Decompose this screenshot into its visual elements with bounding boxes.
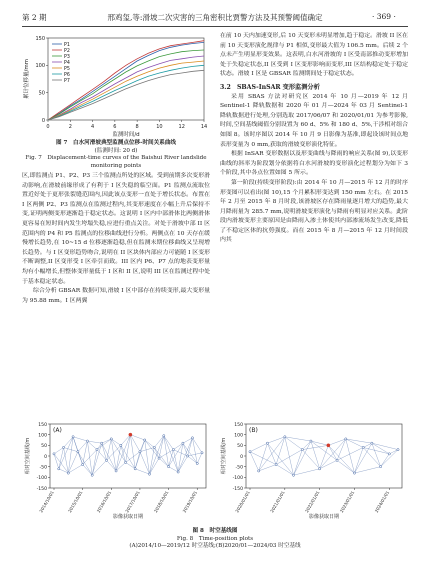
x-tick-label: 6 [113, 124, 117, 130]
acquisition-point [163, 435, 165, 437]
baseline-pair [87, 441, 92, 475]
x-tick-label: 14 [200, 124, 208, 130]
y-tick-label: 0 [41, 117, 45, 124]
baseline-pair [145, 440, 155, 447]
acquisition-point [310, 440, 312, 442]
x-tick-label: 2014/10/01 [38, 490, 55, 514]
acquisition-point [53, 453, 55, 455]
acquisition-point [148, 473, 150, 475]
baseline-pair [126, 462, 136, 468]
baseline-pair [197, 453, 202, 464]
plot-frame [246, 424, 402, 488]
x-tick-label: 2023/01/01 [338, 490, 356, 514]
baseline-pair [169, 467, 179, 472]
figure-8b [218, 418, 408, 522]
baseline-pair [159, 458, 169, 467]
x-tick-label: 2022/01/01 [304, 490, 321, 514]
baseline-pair [164, 436, 169, 467]
acquisition-point [110, 438, 112, 440]
acquisition-point [258, 470, 260, 472]
baseline-pair [250, 452, 259, 471]
header-rule [22, 26, 408, 27]
y-tick-label: 100 [35, 63, 45, 70]
acquisition-point [196, 462, 198, 464]
y-tick-label: 150 [38, 422, 47, 428]
right-paragraph-3: 根据 InSAR 变形数据以及形变曲线与降雨的响应关系(图 9),以变形曲线的斜率为阶段划分依据将白水河滑坡的变形演化过程划分为如下 3 个阶段,其中各点位置如图 5 所示。 [220, 151, 408, 177]
baseline-pair [54, 454, 59, 469]
acquisition-point [388, 453, 390, 455]
x-tick-label: 2 [68, 124, 72, 130]
y-tick-label: 150 [35, 35, 45, 42]
acquisition-point [77, 451, 79, 453]
baseline-pair [294, 450, 303, 476]
baseline-pair [173, 450, 178, 472]
acquisition-point [153, 446, 155, 448]
right-paragraph-4: 第一阶段(持续变形阶段):由 2014 年 10 月—2015 年 12 月的时序形变图可以看出(图 10),15 个月累积形变达到 150 mm 左右。在 2015 年 2 月至 2015 年 8 月时段,该滑坡区存在降雨量逐月增大的趋势,最大月降雨量为 285.7 mm,说明滑坡变形演化与降雨有明显对应关系。此阶段内滑坡变形主要原因是由降雨入渗土体使其内部渗流场发生改变,降低了不稳定区体的抗剪强度。而在 2015 年 8 月—2015 年 12 月时间段内其 [220, 179, 408, 244]
y-tick-label: 50 [38, 90, 45, 97]
fig7-caption-en-2: monitoring points [90, 162, 142, 169]
figure-7-caption [22, 140, 210, 170]
acquisition-point [319, 468, 321, 470]
legend-label-p7: P7 [64, 78, 70, 84]
baseline-pair [111, 439, 121, 445]
baseline-pair [78, 452, 92, 475]
fig7-caption-en: Fig. 7 Displacement-time curves of the Baishui River landslide [25, 155, 207, 162]
x-tick-label: 2019/10/01 [181, 490, 199, 514]
baseline-pair [107, 445, 121, 460]
acquisition-point [134, 468, 136, 470]
baseline-pair [130, 435, 135, 469]
panel-label: (A) [53, 427, 62, 434]
baseline-pair [285, 437, 294, 475]
baseline-pair [320, 439, 346, 469]
fig7-caption-cn-note: (监测时间: 20 d) [94, 147, 138, 154]
baseline-pair [259, 443, 268, 471]
figure-7 [22, 32, 210, 138]
baseline-pair [130, 435, 144, 440]
fig8-caption-sub: (A)2014/10—2019/12 时空基线;(B)2020/01—2024/03 时空基线 [129, 543, 301, 550]
baseline-pair [64, 447, 69, 473]
y-tick-label: -150 [232, 486, 243, 492]
acquisition-point [115, 470, 117, 472]
baseline-pair [92, 450, 97, 476]
legend-label-p4: P4 [64, 60, 70, 66]
baseline-pair [276, 465, 293, 476]
y-tick-label: 50 [237, 444, 243, 450]
x-tick-label: 2024/01/01 [373, 490, 391, 514]
legend-label-p1: P1 [64, 42, 70, 48]
acquisition-point [91, 474, 93, 476]
y-tick-label: 50 [41, 444, 47, 450]
fig8-caption-cn: 图 8 时空基线图 [192, 528, 238, 534]
baseline-pair [73, 437, 87, 441]
page-number: · 369 · [372, 12, 396, 21]
x-tick-label: 12 [178, 124, 185, 130]
baseline-pair [302, 450, 319, 469]
acquisition-point [379, 466, 381, 468]
acquisition-point [105, 459, 107, 461]
baseline-pair [140, 440, 145, 452]
fig8b-chart [218, 418, 408, 522]
x-tick-label: 0 [46, 124, 50, 130]
right-paragraph-2: 采用 SBAS 方法对研究区 2014 年 10 月—2019 年 12 月 Sentinel-1 降轨数据和 2020 年 01 月—2024 年 03 月 Sentinel-1 降轨数据进行处理,分别选取 2017/06/07 和 2020/01/01 为参考影像,时间,空间基线阈值分别设置为 60 d、5% 和 180 d、5%,干涉相对组合如图 8。该时序图以 2014 年 10 月 9 日影像为基准,即起设该时间点地表形变量为 0 mm,获取的滑坡变形演化特征。 [220, 93, 408, 148]
fig8a-chart [22, 418, 212, 522]
x-tick-label: 2016/10/01 [95, 490, 113, 514]
acquisition-point [397, 449, 399, 451]
baseline-pair [267, 443, 276, 464]
baseline-pair [346, 439, 355, 473]
issue-number: 第 2 期 [22, 13, 47, 22]
baseline-pair [154, 447, 168, 466]
fig7-caption-cn: 图 7 白水河滑坡典型监测点位移-时间关系曲线 [55, 140, 177, 146]
panel-label: (B) [249, 427, 258, 434]
y-axis-label: 相对空间基线/m [25, 437, 31, 475]
baseline-pair [130, 435, 140, 452]
acquisition-point [139, 451, 141, 453]
reference-point [129, 433, 132, 436]
acquisition-point [371, 442, 373, 444]
baseline-pair [64, 447, 78, 451]
acquisition-point [275, 463, 277, 465]
y-tick-label: -100 [36, 476, 47, 482]
acquisition-point [187, 455, 189, 457]
acquisition-point [62, 446, 64, 448]
baseline-pair [381, 454, 390, 467]
acquisition-point [362, 446, 364, 448]
acquisition-point [125, 461, 127, 463]
baseline-pair [363, 447, 380, 466]
baseline-pair [154, 436, 164, 448]
baseline-pair [372, 443, 398, 449]
x-axis-label: 监测时间/d [112, 132, 140, 138]
acquisition-point [67, 472, 69, 474]
baseline-pair [68, 465, 82, 474]
plot-frame [50, 424, 206, 488]
y-tick-label: -100 [232, 476, 243, 482]
fig7-chart [22, 32, 210, 138]
y-tick-label: -50 [39, 465, 47, 471]
acquisition-point [167, 466, 169, 468]
baseline-pair [116, 435, 130, 471]
left-paragraph-1: 区,即监测点 P1、P2、P3 三个监测点所处的区域。受到前期多次变形滑动影响,在滑坡前缘形成了有利于 I 区失稳的临空面。P1 监测点流取位置近好处于更形张裂缝范围内,因此该点变形一直处于增长状态。布置在 I 区两侧 P2、P3 监测点在监测过程内,其变形速度在小幅上升后保持不变,证明两侧变形逐渐趋于稳定状态。这说明 I 区内中部滑体比两侧滑体更容易在短时间内发生垮塌失稳,应进行重点关注。对处于滑坡中部 II 区范围内的 P4 和 P5 监测点的位移曲线进行分析。两侧点在 10 天存在缓慢增长趋势,在 10~15 d 位移逐渐趋稳,但在监测末期位移曲线又呈现增长趋势。与 I 区变形趋势吻合,说明在 II 区块体内部应力可能随 I 区变形不断调整,II 区变形受 I 区牵引而致。III 区内 P6、P7 点的地表变形量均有小幅增长,但整体变形量低于 I 区和 II 区,说明 III 区在监测过程中处于基本稳定状态。 [22, 173, 210, 285]
acquisition-point [191, 437, 193, 439]
figure-8-caption [22, 528, 408, 551]
x-tick-label: 10 [156, 124, 163, 130]
x-axis-label: 影像获取日期 [112, 514, 144, 520]
acquisition-point [172, 449, 174, 451]
x-tick-label: 8 [135, 124, 139, 130]
baseline-pair [381, 450, 398, 467]
figure-8a [22, 418, 212, 522]
baseline-pair [183, 438, 193, 443]
acquisition-point [182, 442, 184, 444]
section-heading: 3.2 SBAS-InSAR 变形监测分析 [220, 83, 320, 91]
y-tick-label: -150 [36, 486, 47, 492]
acquisition-point [336, 459, 338, 461]
acquisition-point [72, 436, 74, 438]
acquisition-point [353, 472, 355, 474]
reference-point [327, 444, 330, 447]
legend-label-p6: P6 [64, 72, 70, 78]
acquisition-point [86, 440, 88, 442]
left-column [22, 172, 210, 306]
legend-label-p3: P3 [64, 54, 70, 60]
y-tick-label: 0 [240, 454, 243, 460]
x-tick-label: 2018/10/01 [153, 490, 170, 514]
baseline-pair [149, 436, 163, 474]
acquisition-point [144, 439, 146, 441]
left-paragraph-2: 综合分析 GBSAR 数据可知,滑坡 I 区中部存在持续变形,最大变形量为 95.88 mm。I 区两翼 [22, 288, 210, 304]
acquisition-point [158, 457, 160, 459]
baseline-pair [64, 437, 74, 448]
plot-frame [48, 38, 204, 120]
y-tick-label: 150 [234, 422, 243, 428]
acquisition-point [266, 442, 268, 444]
x-tick-label: 2017/10/01 [124, 490, 141, 514]
y-tick-label: 0 [44, 454, 47, 460]
y-axis-label: 累计位移量/mm [24, 58, 30, 100]
baseline-pair [337, 447, 363, 460]
baseline-pair [54, 447, 64, 453]
baseline-pair [372, 443, 389, 454]
baseline-pair [173, 443, 183, 449]
acquisition-point [201, 452, 203, 454]
baseline-pair [126, 435, 131, 463]
x-tick-label: 2020/01/01 [234, 490, 251, 514]
x-tick-label: 2021/01/01 [269, 490, 286, 514]
acquisition-point [345, 438, 347, 440]
baseline-pair [78, 441, 88, 452]
y-tick-label: 100 [38, 433, 47, 439]
baseline-pair [267, 443, 293, 475]
legend-label-p5: P5 [64, 66, 70, 72]
baseline-pair [337, 439, 346, 460]
baseline-pair [250, 452, 276, 465]
baseline-pair [250, 443, 267, 452]
acquisition-point [101, 442, 103, 444]
acquisition-point [301, 449, 303, 451]
baseline-pair [294, 469, 320, 475]
acquisition-point [249, 451, 251, 453]
acquisition-point [120, 444, 122, 446]
acquisition-point [284, 436, 286, 438]
baseline-pair [372, 443, 381, 466]
acquisition-point [82, 463, 84, 465]
right-column [220, 32, 408, 246]
legend-label-p2: P2 [64, 48, 70, 54]
acquisition-point [58, 468, 60, 470]
y-tick-label: 100 [234, 433, 243, 439]
acquisition-point [177, 471, 179, 473]
baseline-pair [328, 445, 337, 460]
baseline-pair [389, 450, 398, 454]
baseline-pair [121, 445, 126, 462]
baseline-pair [285, 437, 311, 441]
x-axis-label: 影像获取日期 [308, 514, 340, 520]
y-tick-label: -50 [235, 465, 243, 471]
y-axis-label: 相对空间基线/m [221, 437, 227, 475]
baseline-pair [346, 439, 372, 443]
baseline-pair [169, 443, 183, 466]
baseline-pair [178, 438, 192, 472]
fig8-caption-en: Fig. 8 Time-position plots [176, 535, 254, 542]
x-tick-label: 2015/10/01 [67, 490, 84, 514]
acquisition-point [292, 474, 294, 476]
baseline-pair [294, 441, 311, 475]
baseline-pair [135, 469, 149, 474]
baseline-pair [188, 456, 198, 463]
baseline-pair [363, 447, 389, 453]
baseline-pair [311, 441, 320, 469]
running-title: 邢鸡玺,等:滑坡二次灾害的三角密积比贾警方法及其预警阈值确定 [107, 13, 323, 22]
acquisition-point [96, 449, 98, 451]
baseline-pair [354, 467, 380, 473]
right-paragraph-1: 在前 10 天内加速变形,后 10 天变形未明显增加,趋于稳定。滑坡 II 区在前 10 天变形演化规律与 P1 相似,变形最大值为 106.5 mm。后续 2 个点未产生明显形变效果。这表明,白水河滑坡的 I 区受南部推动变形增加处于失稳定状态,II 区受到 I 区变形影响而变形,III 区结构稳定处于稳定状态。滑坡 I 区是 GBSAR 监测期间处于稳定状态。 [220, 33, 408, 78]
x-tick-label: 4 [90, 124, 95, 130]
baseline-pair [83, 441, 88, 464]
